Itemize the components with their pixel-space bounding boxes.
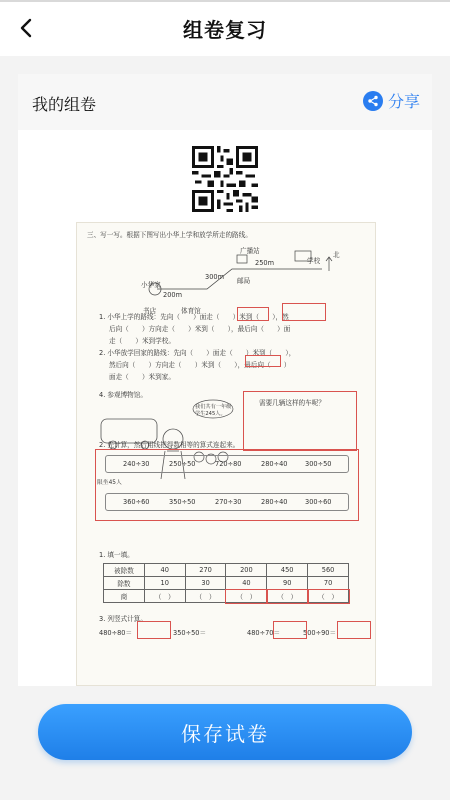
share-label: 分享	[387, 92, 420, 111]
expr: 350÷50	[169, 498, 196, 506]
q3-line-4: 2. 小华放学回家的路线：先向（ ）面走（ ）米到（ ），	[99, 349, 296, 357]
route-map	[117, 241, 347, 311]
map-label-north: 北	[333, 251, 340, 259]
share-icon	[363, 91, 383, 111]
table-cell: （ ）	[308, 590, 349, 603]
table-cell: 除数	[104, 577, 145, 590]
bus-label: 限坐45人	[97, 480, 122, 486]
map-label-home: 小华家	[141, 281, 161, 289]
table-row	[104, 577, 349, 590]
map-label-post: 邮局	[237, 277, 251, 285]
expr: 280÷40	[261, 498, 288, 506]
q1-title: 1. 填一填。	[99, 551, 134, 559]
calc-item: 480÷80＝	[99, 629, 133, 637]
top-bar	[0, 0, 450, 56]
q3-line-2: 后向（ ）方向走（ ）米到（ ），最后向（ ）面	[109, 325, 291, 333]
map-label-gym: 体育馆	[181, 307, 201, 315]
calc-item: 480÷70＝	[247, 629, 281, 637]
map-label-school: 学校	[307, 257, 321, 265]
table-cell: 商	[104, 590, 145, 603]
qr-code-icon	[191, 146, 259, 212]
expr: 250÷50	[169, 460, 196, 468]
q5-title: 3. 列竖式计算。	[99, 615, 147, 623]
status-divider	[0, 0, 450, 2]
map-distance-3: 200m	[163, 291, 183, 299]
expr: 360÷60	[123, 498, 150, 506]
answer-mark	[245, 355, 281, 367]
answer-mark	[282, 303, 326, 321]
table-cell: 560	[308, 564, 349, 577]
expr: 720÷80	[215, 460, 242, 468]
share-button[interactable]	[363, 89, 420, 112]
calc-item: 350÷50＝	[173, 629, 207, 637]
speech-bubble: 我们共有一年级学生245人。	[195, 404, 232, 417]
q3-line-6: 面走（ ）米到家。	[109, 373, 175, 381]
table-cell: 90	[267, 577, 308, 590]
q3-line-1: 1. 小华上学的路线：先向（ ）面走（ ）米到（ ），然	[99, 313, 289, 321]
table-cell: （ ）	[226, 590, 267, 603]
table-cell: （ ）	[267, 590, 308, 603]
table-cell: 40	[226, 577, 267, 590]
table-cell: 被除数	[104, 564, 145, 577]
table-row	[104, 564, 349, 577]
card-title: 我的组卷	[32, 95, 97, 114]
expr: 300÷60	[305, 498, 332, 506]
answer-mark	[273, 621, 307, 639]
q4-title: 4. 参观博物馆。	[99, 391, 147, 399]
q4-question: 需要几辆这样的车呢？	[259, 399, 325, 407]
calc-item: 500÷90＝	[303, 629, 337, 637]
table-cell: 200	[226, 564, 267, 577]
table-cell: 70	[308, 577, 349, 590]
table-cell: （ ）	[144, 590, 185, 603]
table-cell: 40	[144, 564, 185, 577]
expr: 240÷30	[123, 460, 150, 468]
table-cell: 10	[144, 577, 185, 590]
q2-title: 2. 先计算，然后用线把得数相等的算式连起来。	[99, 441, 240, 449]
table-cell: 270	[185, 564, 226, 577]
q3-line-3: 走（ ）米到学校。	[109, 337, 175, 345]
table-row	[104, 590, 349, 603]
map-distance-2: 300m	[205, 273, 225, 281]
map-distance-1: 250m	[255, 259, 275, 267]
table-cell: 30	[185, 577, 226, 590]
map-label-broadcast: 广播站	[240, 247, 260, 255]
answer-mark	[137, 621, 171, 639]
expr: 300÷50	[305, 460, 332, 468]
expr: 280÷40	[261, 460, 288, 468]
map-label-bookstore: 书店	[143, 307, 157, 315]
exam-paper-preview	[76, 222, 376, 686]
fill-table	[103, 563, 349, 603]
q3-line-5: 然后向（ ）方向走（ ）米到（ ），最后向（ ）	[109, 361, 291, 369]
page-title: 组卷复习	[183, 18, 267, 42]
card-header	[18, 74, 432, 130]
paper-card	[18, 74, 432, 686]
save-paper-button[interactable]: 保存试卷	[38, 704, 412, 760]
table-cell: （ ）	[185, 590, 226, 603]
expr: 270÷30	[215, 498, 242, 506]
q3-title: 三、写一写。根据下图写出小华上学和放学所走的路线。	[87, 231, 252, 239]
table-cell: 450	[267, 564, 308, 577]
answer-mark	[237, 307, 269, 321]
answer-mark	[337, 621, 371, 639]
